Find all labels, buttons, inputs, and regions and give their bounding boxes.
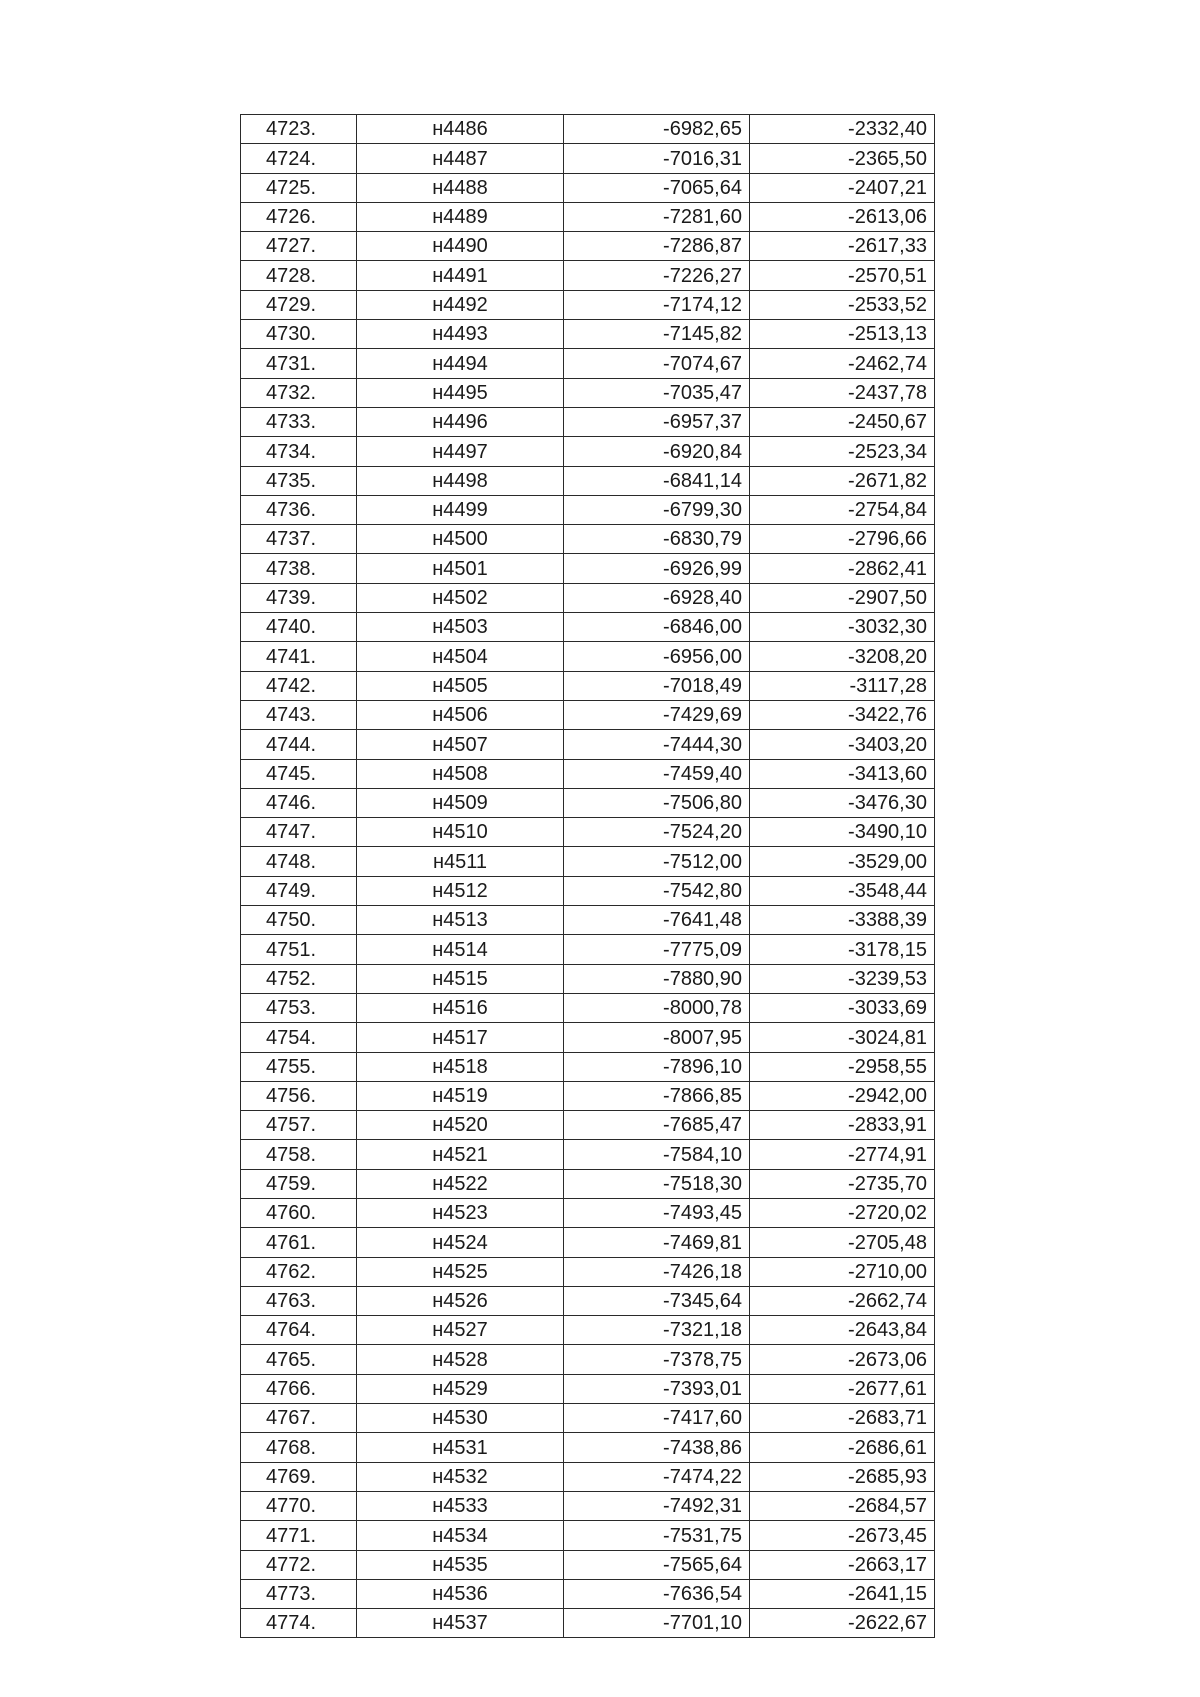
x-coordinate-cell: -7426,18 [564,1257,750,1286]
x-coordinate-cell: -7035,47 [564,378,750,407]
y-coordinate-cell: -2462,74 [750,349,935,378]
y-coordinate-cell: -2365,50 [750,144,935,173]
x-coordinate-cell: -6841,14 [564,466,750,495]
point-name-cell: н4524 [357,1228,564,1257]
row-number-cell: 4764. [241,1316,357,1345]
x-coordinate-cell: -7641,48 [564,906,750,935]
x-coordinate-cell: -7701,10 [564,1609,750,1638]
point-name-cell: н4526 [357,1286,564,1315]
y-coordinate-cell: -2673,45 [750,1521,935,1550]
row-number-cell: 4753. [241,993,357,1022]
table-row [241,407,935,436]
y-coordinate-cell: -2533,52 [750,290,935,319]
row-number-cell: 4756. [241,1081,357,1110]
point-name-cell: н4506 [357,700,564,729]
table-row [241,583,935,612]
x-coordinate-cell: -6830,79 [564,525,750,554]
table-row [241,613,935,642]
row-number-cell: 4730. [241,320,357,349]
row-number-cell: 4736. [241,495,357,524]
table-row [241,1316,935,1345]
x-coordinate-cell: -7512,00 [564,847,750,876]
point-name-cell: н4521 [357,1140,564,1169]
y-coordinate-cell: -2617,33 [750,232,935,261]
row-number-cell: 4723. [241,115,357,144]
x-coordinate-cell: -7518,30 [564,1169,750,1198]
point-name-cell: н4486 [357,115,564,144]
table-row [241,964,935,993]
table-row [241,349,935,378]
table-row [241,642,935,671]
y-coordinate-cell: -2513,13 [750,320,935,349]
table-row [241,232,935,261]
table-row [241,788,935,817]
x-coordinate-cell: -7065,64 [564,173,750,202]
point-name-cell: н4533 [357,1491,564,1520]
y-coordinate-cell: -2662,74 [750,1286,935,1315]
table-row [241,1140,935,1169]
y-coordinate-cell: -3117,28 [750,671,935,700]
point-name-cell: н4507 [357,730,564,759]
table-row [241,671,935,700]
row-number-cell: 4749. [241,876,357,905]
table-row [241,1345,935,1374]
row-number-cell: 4747. [241,818,357,847]
x-coordinate-cell: -7286,87 [564,232,750,261]
point-name-cell: н4510 [357,818,564,847]
row-number-cell: 4725. [241,173,357,202]
y-coordinate-cell: -3239,53 [750,964,935,993]
x-coordinate-cell: -7417,60 [564,1404,750,1433]
x-coordinate-cell: -7145,82 [564,320,750,349]
x-coordinate-cell: -8000,78 [564,993,750,1022]
y-coordinate-cell: -2643,84 [750,1316,935,1345]
y-coordinate-cell: -2796,66 [750,525,935,554]
x-coordinate-cell: -7429,69 [564,700,750,729]
y-coordinate-cell: -2663,17 [750,1550,935,1579]
x-coordinate-cell: -7226,27 [564,261,750,290]
row-number-cell: 4727. [241,232,357,261]
point-name-cell: н4502 [357,583,564,612]
point-name-cell: н4495 [357,378,564,407]
row-number-cell: 4732. [241,378,357,407]
y-coordinate-cell: -2673,06 [750,1345,935,1374]
row-number-cell: 4763. [241,1286,357,1315]
row-number-cell: 4733. [241,407,357,436]
point-name-cell: н4527 [357,1316,564,1345]
y-coordinate-cell: -3529,00 [750,847,935,876]
y-coordinate-cell: -3476,30 [750,788,935,817]
x-coordinate-cell: -7444,30 [564,730,750,759]
point-name-cell: н4497 [357,437,564,466]
row-number-cell: 4758. [241,1140,357,1169]
y-coordinate-cell: -2523,34 [750,437,935,466]
x-coordinate-cell: -7438,86 [564,1433,750,1462]
row-number-cell: 4740. [241,613,357,642]
y-coordinate-cell: -2942,00 [750,1081,935,1110]
row-number-cell: 4735. [241,466,357,495]
row-number-cell: 4741. [241,642,357,671]
point-name-cell: н4508 [357,759,564,788]
row-number-cell: 4752. [241,964,357,993]
table-row [241,1404,935,1433]
table-row [241,1081,935,1110]
y-coordinate-cell: -3490,10 [750,818,935,847]
row-number-cell: 4734. [241,437,357,466]
table-row [241,759,935,788]
point-name-cell: н4504 [357,642,564,671]
point-name-cell: н4537 [357,1609,564,1638]
row-number-cell: 4761. [241,1228,357,1257]
x-coordinate-cell: -7474,22 [564,1462,750,1491]
x-coordinate-cell: -7281,60 [564,202,750,231]
table-row [241,1052,935,1081]
x-coordinate-cell: -7393,01 [564,1374,750,1403]
table-row [241,495,935,524]
y-coordinate-cell: -2705,48 [750,1228,935,1257]
point-name-cell: н4536 [357,1579,564,1608]
y-coordinate-cell: -2622,67 [750,1609,935,1638]
row-number-cell: 4731. [241,349,357,378]
table-row [241,1198,935,1227]
table-row [241,730,935,759]
table-row [241,378,935,407]
table-row [241,993,935,1022]
point-name-cell: н4528 [357,1345,564,1374]
x-coordinate-cell: -8007,95 [564,1023,750,1052]
x-coordinate-cell: -7866,85 [564,1081,750,1110]
y-coordinate-cell: -2710,00 [750,1257,935,1286]
row-number-cell: 4771. [241,1521,357,1550]
table-row [241,1550,935,1579]
point-name-cell: н4531 [357,1433,564,1462]
y-coordinate-cell: -2833,91 [750,1111,935,1140]
table-row [241,1579,935,1608]
y-coordinate-cell: -3178,15 [750,935,935,964]
x-coordinate-cell: -7775,09 [564,935,750,964]
row-number-cell: 4742. [241,671,357,700]
table-row [241,261,935,290]
table-row [241,906,935,935]
x-coordinate-cell: -6957,37 [564,407,750,436]
row-number-cell: 4745. [241,759,357,788]
y-coordinate-cell: -2720,02 [750,1198,935,1227]
table-row [241,466,935,495]
row-number-cell: 4724. [241,144,357,173]
y-coordinate-cell: -3413,60 [750,759,935,788]
row-number-cell: 4762. [241,1257,357,1286]
x-coordinate-cell: -6846,00 [564,613,750,642]
table-row [241,290,935,319]
y-coordinate-cell: -2958,55 [750,1052,935,1081]
point-name-cell: н4522 [357,1169,564,1198]
row-number-cell: 4744. [241,730,357,759]
table-row [241,202,935,231]
y-coordinate-cell: -2683,71 [750,1404,935,1433]
y-coordinate-cell: -3032,30 [750,613,935,642]
y-coordinate-cell: -3388,39 [750,906,935,935]
point-name-cell: н4503 [357,613,564,642]
point-name-cell: н4498 [357,466,564,495]
table-row [241,1462,935,1491]
y-coordinate-cell: -2862,41 [750,554,935,583]
y-coordinate-cell: -2754,84 [750,495,935,524]
table-row [241,1286,935,1315]
coordinates-table-body [241,115,935,1638]
x-coordinate-cell: -7469,81 [564,1228,750,1257]
point-name-cell: н4535 [357,1550,564,1579]
y-coordinate-cell: -2437,78 [750,378,935,407]
x-coordinate-cell: -7016,31 [564,144,750,173]
y-coordinate-cell: -2774,91 [750,1140,935,1169]
point-name-cell: н4523 [357,1198,564,1227]
point-name-cell: н4488 [357,173,564,202]
x-coordinate-cell: -7018,49 [564,671,750,700]
point-name-cell: н4492 [357,290,564,319]
y-coordinate-cell: -2641,15 [750,1579,935,1608]
x-coordinate-cell: -6926,99 [564,554,750,583]
row-number-cell: 4743. [241,700,357,729]
point-name-cell: н4509 [357,788,564,817]
y-coordinate-cell: -3033,69 [750,993,935,1022]
x-coordinate-cell: -7506,80 [564,788,750,817]
row-number-cell: 4751. [241,935,357,964]
point-name-cell: н4515 [357,964,564,993]
row-number-cell: 4769. [241,1462,357,1491]
x-coordinate-cell: -7636,54 [564,1579,750,1608]
y-coordinate-cell: -2570,51 [750,261,935,290]
y-coordinate-cell: -3548,44 [750,876,935,905]
table-row [241,847,935,876]
table-row [241,1433,935,1462]
row-number-cell: 4738. [241,554,357,583]
row-number-cell: 4772. [241,1550,357,1579]
point-name-cell: н4519 [357,1081,564,1110]
point-name-cell: н4493 [357,320,564,349]
row-number-cell: 4737. [241,525,357,554]
point-name-cell: н4529 [357,1374,564,1403]
point-name-cell: н4530 [357,1404,564,1433]
table-row [241,700,935,729]
x-coordinate-cell: -7378,75 [564,1345,750,1374]
row-number-cell: 4768. [241,1433,357,1462]
row-number-cell: 4757. [241,1111,357,1140]
table-row [241,818,935,847]
point-name-cell: н4490 [357,232,564,261]
x-coordinate-cell: -6956,00 [564,642,750,671]
point-name-cell: н4500 [357,525,564,554]
x-coordinate-cell: -7459,40 [564,759,750,788]
x-coordinate-cell: -6799,30 [564,495,750,524]
row-number-cell: 4774. [241,1609,357,1638]
table-row [241,876,935,905]
row-number-cell: 4729. [241,290,357,319]
y-coordinate-cell: -2684,57 [750,1491,935,1520]
point-name-cell: н4525 [357,1257,564,1286]
point-name-cell: н4518 [357,1052,564,1081]
table-row [241,935,935,964]
table-row [241,115,935,144]
point-name-cell: н4501 [357,554,564,583]
y-coordinate-cell: -3208,20 [750,642,935,671]
table-row [241,525,935,554]
y-coordinate-cell: -2907,50 [750,583,935,612]
point-name-cell: н4489 [357,202,564,231]
point-name-cell: н4505 [357,671,564,700]
y-coordinate-cell: -2735,70 [750,1169,935,1198]
point-name-cell: н4532 [357,1462,564,1491]
x-coordinate-cell: -7321,18 [564,1316,750,1345]
point-name-cell: н4487 [357,144,564,173]
table-row [241,320,935,349]
y-coordinate-cell: -2332,40 [750,115,935,144]
y-coordinate-cell: -3403,20 [750,730,935,759]
point-name-cell: н4496 [357,407,564,436]
point-name-cell: н4511 [357,847,564,876]
point-name-cell: н4494 [357,349,564,378]
row-number-cell: 4750. [241,906,357,935]
row-number-cell: 4765. [241,1345,357,1374]
table-row [241,437,935,466]
row-number-cell: 4739. [241,583,357,612]
y-coordinate-cell: -2686,61 [750,1433,935,1462]
point-name-cell: н4512 [357,876,564,905]
x-coordinate-cell: -7174,12 [564,290,750,319]
x-coordinate-cell: -7880,90 [564,964,750,993]
x-coordinate-cell: -7685,47 [564,1111,750,1140]
table-row [241,1521,935,1550]
y-coordinate-cell: -2685,93 [750,1462,935,1491]
point-name-cell: н4513 [357,906,564,935]
row-number-cell: 4748. [241,847,357,876]
x-coordinate-cell: -7345,64 [564,1286,750,1315]
table-row [241,1169,935,1198]
row-number-cell: 4726. [241,202,357,231]
x-coordinate-cell: -7524,20 [564,818,750,847]
point-name-cell: н4517 [357,1023,564,1052]
y-coordinate-cell: -3422,76 [750,700,935,729]
table-row [241,1228,935,1257]
table-row [241,554,935,583]
point-name-cell: н4491 [357,261,564,290]
x-coordinate-cell: -6982,65 [564,115,750,144]
table-row [241,1111,935,1140]
y-coordinate-cell: -2613,06 [750,202,935,231]
point-name-cell: н4534 [357,1521,564,1550]
row-number-cell: 4767. [241,1404,357,1433]
y-coordinate-cell: -2671,82 [750,466,935,495]
x-coordinate-cell: -7584,10 [564,1140,750,1169]
x-coordinate-cell: -7492,31 [564,1491,750,1520]
row-number-cell: 4759. [241,1169,357,1198]
row-number-cell: 4760. [241,1198,357,1227]
row-number-cell: 4754. [241,1023,357,1052]
row-number-cell: 4773. [241,1579,357,1608]
row-number-cell: 4766. [241,1374,357,1403]
row-number-cell: 4770. [241,1491,357,1520]
table-row [241,1609,935,1638]
x-coordinate-cell: -7531,75 [564,1521,750,1550]
x-coordinate-cell: -6920,84 [564,437,750,466]
x-coordinate-cell: -6928,40 [564,583,750,612]
table-row [241,173,935,202]
table-row [241,1023,935,1052]
row-number-cell: 4728. [241,261,357,290]
x-coordinate-cell: -7493,45 [564,1198,750,1227]
row-number-cell: 4755. [241,1052,357,1081]
x-coordinate-cell: -7542,80 [564,876,750,905]
table-row [241,1257,935,1286]
y-coordinate-cell: -3024,81 [750,1023,935,1052]
point-name-cell: н4520 [357,1111,564,1140]
y-coordinate-cell: -2450,67 [750,407,935,436]
point-name-cell: н4514 [357,935,564,964]
x-coordinate-cell: -7896,10 [564,1052,750,1081]
coordinates-table [240,114,935,1638]
table-row [241,1491,935,1520]
row-number-cell: 4746. [241,788,357,817]
table-row [241,1374,935,1403]
point-name-cell: н4516 [357,993,564,1022]
x-coordinate-cell: -7565,64 [564,1550,750,1579]
x-coordinate-cell: -7074,67 [564,349,750,378]
table-row [241,144,935,173]
point-name-cell: н4499 [357,495,564,524]
y-coordinate-cell: -2677,61 [750,1374,935,1403]
y-coordinate-cell: -2407,21 [750,173,935,202]
